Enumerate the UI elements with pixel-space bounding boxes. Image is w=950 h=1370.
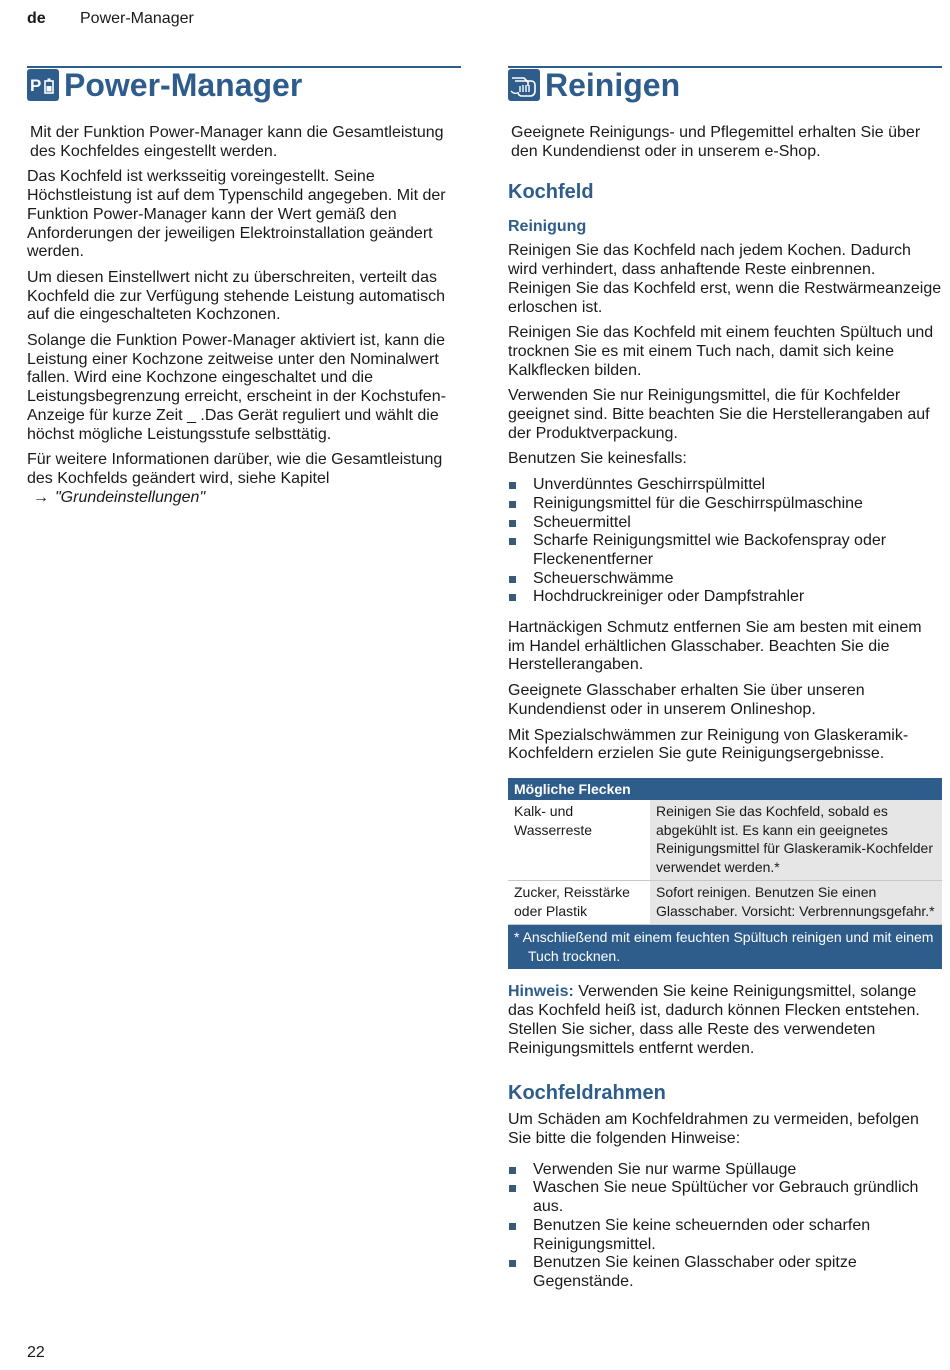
section-heading-text: Power-Manager xyxy=(64,66,303,103)
paragraph: Mit der Funktion Power-Manager kann die Gesamtleistung des Kochfeldes eingestellt werden. xyxy=(30,124,444,160)
language-code: de xyxy=(27,10,46,27)
stains-table xyxy=(508,778,942,970)
subsection-title: Kochfeldrahmen xyxy=(508,1082,666,1105)
table-footnote: * Anschließend mit einem feuchten Spültuch reinigen und mit einem Tuch trocknen. xyxy=(508,925,942,970)
list-item: Benutzen Sie keinen Glasschaber oder spitze Gegenstände. xyxy=(508,1254,942,1291)
table-footnote-row xyxy=(508,925,942,970)
header-title: Power-Manager xyxy=(80,10,194,27)
paragraph: Geeignete Reinigungs- und Pflegemittel erhalten Sie über den Kundendienst oder in unserem e-Shop. xyxy=(511,124,921,160)
paragraph-text: Für weitere Informationen darüber, wie die Gesamtleistung des Kochfelds geändert wird, siehe Kapitel xyxy=(27,451,443,487)
paragraph: Das Kochfeld ist werksseitig voreingestellt. Seine Höchstleistung ist auf dem Typenschild angegeben. Mit der Funktion Power-Manager kann der Wert gemäß den Anforderungen der jeweiligen Elektroinstallation geändert werden. xyxy=(27,168,446,261)
stain-action: Reinigen Sie das Kochfeld, sobald es abgekühlt ist. Es kann ein geeignetes Reinigungsmittel für Glaskeramik-Kochfelder verwendet werden.* xyxy=(650,800,942,881)
stain-type: Zucker, Reisstärke oder Plastik xyxy=(508,881,650,925)
list-item: Waschen Sie neue Spültücher vor Gebrauch gründlich aus. xyxy=(508,1179,942,1216)
table-row xyxy=(508,881,942,925)
table-header: Mögliche Flecken xyxy=(508,778,942,801)
paragraph: Um diesen Einstellwert nicht zu überschreiten, verteilt das Kochfeld die zur Verfügung stehende Leistung automatisch auf die eingeschalteten Kochzonen. xyxy=(27,268,446,324)
chapter-reference-link[interactable]: "Grundeinstellungen" xyxy=(55,488,206,506)
list-item: Scheuerschwämme xyxy=(508,570,942,589)
paragraph: Benutzen Sie keinesfalls: xyxy=(508,450,687,468)
forbidden-cleaners-list xyxy=(508,476,942,607)
left-column xyxy=(27,66,461,514)
subsection-subtitle: Reinigung xyxy=(508,218,587,236)
list-item: Hochdruckreiniger oder Dampfstrahler xyxy=(508,588,942,607)
paragraph: Geeignete Glasschaber erhalten Sie über unseren Kundendienst oder in unserem Onlineshop. xyxy=(508,682,865,718)
paragraph: Mit Spezialschwämmen zur Reinigung von Glaskeramik-Kochfeldern erzielen Sie gute Reinigungsergebnisse. xyxy=(508,726,909,763)
section-heading-reinigen xyxy=(508,66,942,102)
cleaning-hand-icon xyxy=(508,69,540,101)
section-heading-power-manager xyxy=(27,66,461,102)
table-header-row xyxy=(508,778,942,801)
paragraph-with-reference xyxy=(27,451,461,507)
hint-text: Verwenden Sie keine Reinigungsmittel, solange das Kochfeld heiß ist, dadurch können Flecken entstehen. Stellen Sie sicher, dass alle Reste des verwendeten Reinigungsmittels entfernt werden. xyxy=(508,983,920,1057)
stain-action: Sofort reinigen. Benutzen Sie einen Glasschaber. Vorsicht: Verbrennungsgefahr.* xyxy=(650,881,942,925)
paragraph: Solange die Funktion Power-Manager aktiviert ist, kann die Leistung einer Kochzone zeitweise unter den Nominalwert fallen. Wird eine Kochzone eingeschaltet und die Leistungsbegrenzung erreicht, erscheint in der Kochstufen-Anzeige für kurze Zeit _ .Das Gerät reguliert und wählt die höchst mögliche Leistungsstufe selbsttätig. xyxy=(27,332,446,443)
svg-text:P: P xyxy=(30,76,42,95)
page-number: 22 xyxy=(27,1344,45,1361)
frame-care-list xyxy=(508,1161,942,1292)
right-column xyxy=(508,66,942,1304)
list-item: Verwenden Sie nur warme Spüllauge xyxy=(508,1161,942,1180)
paragraph: Um Schäden am Kochfeldrahmen zu vermeiden, befolgen Sie bitte die folgenden Hinweise: xyxy=(508,1111,919,1147)
list-item: Reinigungsmittel für die Geschirrspülmaschine xyxy=(508,495,942,514)
power-manager-icon xyxy=(27,69,59,101)
hint-paragraph xyxy=(508,983,942,1058)
subsection-title: Kochfeld xyxy=(508,181,594,204)
hint-label: Hinweis: xyxy=(508,983,574,1001)
list-item: Scheuermittel xyxy=(508,514,942,533)
paragraph: Reinigen Sie das Kochfeld nach jedem Kochen. Dadurch wird verhindert, dass anhaftende Reste einbrennen. Reinigen Sie das Kochfeld erst, wenn die Restwärmeanzeige erloschen ist. xyxy=(508,242,942,316)
stain-type: Kalk- und Wasserreste xyxy=(508,800,650,881)
paragraph: Reinigen Sie das Kochfeld mit einem feuchten Spültuch und trocknen Sie es mit einem Tuch nach, damit sich keine Kalkflecken bilden. xyxy=(508,324,934,379)
list-item: Benutzen Sie keine scheuernden oder scharfen Reinigungsmittel. xyxy=(508,1217,942,1254)
section-heading-text: Reinigen xyxy=(545,66,681,103)
list-item: Unverdünntes Geschirrspülmittel xyxy=(508,476,942,495)
page-header xyxy=(27,10,194,28)
table-row xyxy=(508,800,942,881)
paragraph: Verwenden Sie nur Reinigungsmittel, die für Kochfelder geeignet sind. Bitte beachten Sie die Herstellerangaben auf der Produktverpackung. xyxy=(508,387,930,442)
paragraph: Hartnäckigen Schmutz entfernen Sie am besten mit einem im Handel erhältlichen Glasschaber. Beachten Sie die Herstellerangaben. xyxy=(508,619,922,674)
arrow-right-icon: → xyxy=(33,488,49,506)
list-item: Scharfe Reinigungsmittel wie Backofenspray oder Fleckenentferner xyxy=(508,532,942,569)
